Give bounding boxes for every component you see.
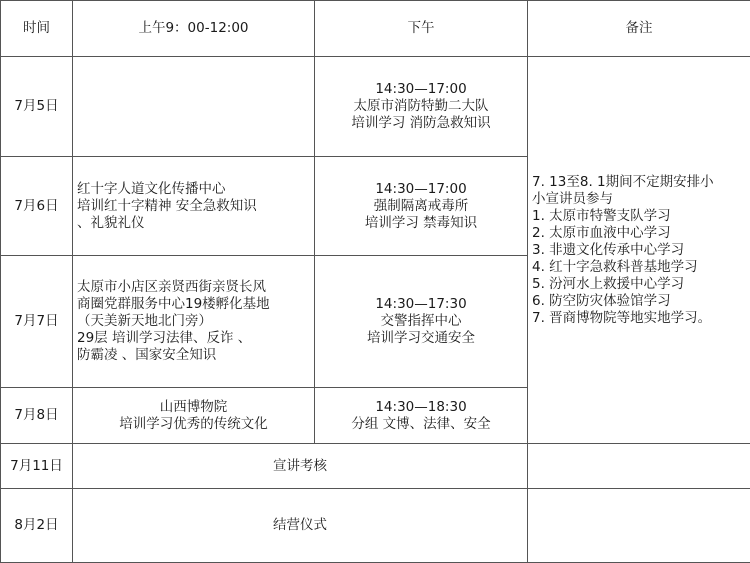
date-cell: 8月2日 [1,489,73,563]
morning-cell [73,157,315,256]
notes-cell [528,57,750,444]
morning-line: 培训红十字精神 安全急救知识 [77,198,312,215]
table-row [1,444,750,489]
full-span-cell: 结营仪式 [73,489,528,563]
afternoon-cell [315,157,528,256]
afternoon-cell [315,256,528,388]
notes-line: 6. 防空防灾体验馆学习 [532,293,748,310]
morning-line: 防霸凌 、国家安全知识 [77,347,312,364]
afternoon-line: 强制隔离戒毒所 [315,198,527,215]
morning-cell [73,256,315,388]
full-span-cell: 宣讲考核 [73,444,528,489]
notes-line: 7. 13至8. 1期间不定期安排小 [532,174,748,191]
notes-line: 7. 晋商博物院等地实地学习。 [532,310,748,327]
notes-line: 1. 太原市特警支队学习 [532,208,748,225]
morning-line: 太原市小店区亲贤西街亲贤长风 [77,279,312,296]
header-afternoon: 下午 [315,1,528,57]
notes-line: 2. 太原市血液中心学习 [532,225,748,242]
date-cell: 7月6日 [1,157,73,256]
afternoon-line: 培训学习 禁毒知识 [315,215,527,232]
afternoon-line: 培训学习交通安全 [315,330,527,347]
notes-line: 3. 非遗文化传承中心学习 [532,242,748,259]
afternoon-line: 交警指挥中心 [315,313,527,330]
afternoon-line: 14:30—17:30 [315,296,527,313]
morning-line: 山西博物院 [73,399,314,416]
morning-line: （天美新天地北门旁） [77,313,312,330]
afternoon-line: 培训学习 消防急救知识 [315,115,527,132]
afternoon-cell [315,57,528,157]
morning-line: 29层 培训学习法律、反诈 、 [77,330,312,347]
table-row [1,489,750,563]
afternoon-line: 14:30—17:00 [315,81,527,98]
header-time: 时间 [1,1,73,57]
afternoon-line: 14:30—18:30 [315,399,527,416]
empty-notes-cell [528,489,750,563]
morning-line: 、礼貌礼仪 [77,215,312,232]
date-cell: 7月5日 [1,57,73,157]
header-notes: 备注 [528,1,750,57]
afternoon-cell [315,388,528,444]
morning-cell [73,388,315,444]
morning-cell [73,57,315,157]
date-cell: 7月7日 [1,256,73,388]
table-row [1,57,750,157]
date-cell: 7月8日 [1,388,73,444]
morning-line: 红十字人道文化传播中心 [77,181,312,198]
morning-line: 培训学习优秀的传统文化 [73,416,314,433]
header-row [1,1,750,57]
morning-line: 商圈党群服务中心19楼孵化基地 [77,296,312,313]
notes-line: 4. 红十字急救科普基地学习 [532,259,748,276]
notes-line: 5. 汾河水上救援中心学习 [532,276,748,293]
empty-notes-cell [528,444,750,489]
date-cell: 7月11日 [1,444,73,489]
afternoon-line: 太原市消防特勤二大队 [315,98,527,115]
notes-line: 小宣讲员参与 [532,191,748,208]
afternoon-line: 14:30—17:00 [315,181,527,198]
header-morning: 上午9：00-12:00 [73,1,315,57]
afternoon-line: 分组 文博、法律、安全 [315,416,527,433]
